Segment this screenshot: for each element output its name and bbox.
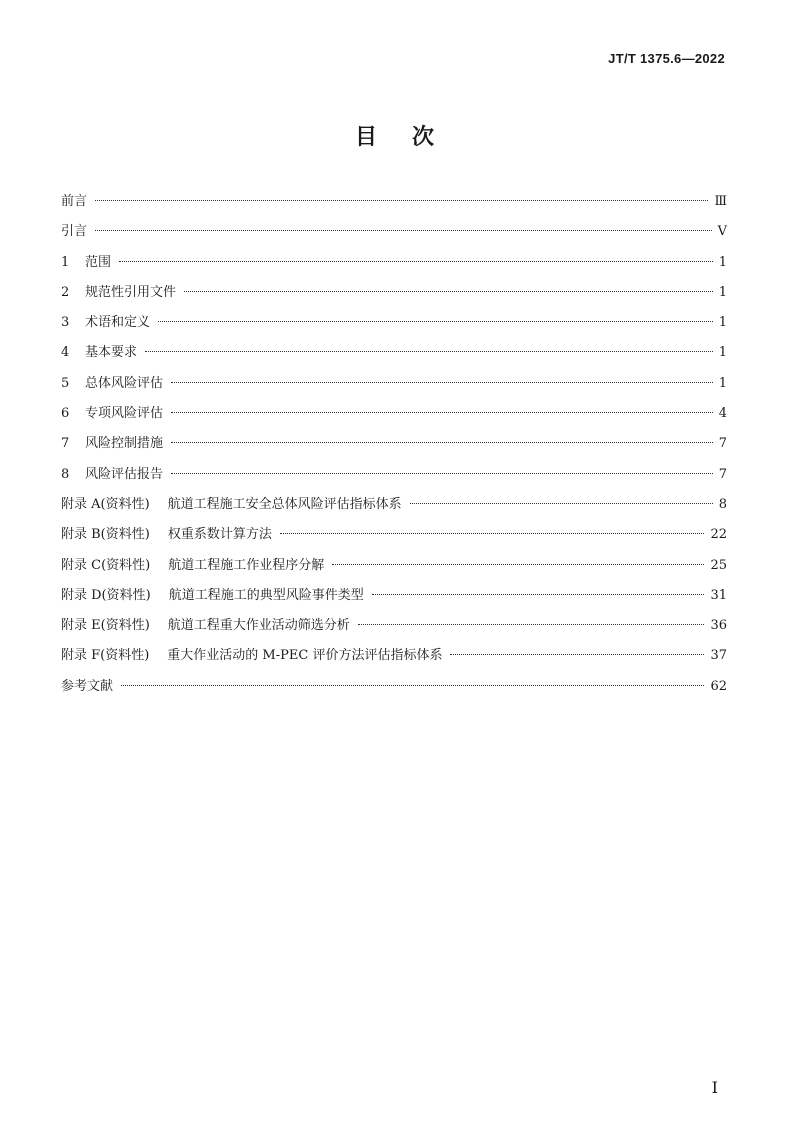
toc-label: 风险评估报告 [85,466,164,482]
toc-page-number: 7 [718,466,727,482]
toc-leader-dots [95,200,708,201]
toc-section-number: 5 [61,375,70,391]
toc-page-number: 1 [718,345,727,361]
toc-page-number: 25 [710,557,727,573]
toc-page-number: Ⅲ [714,194,727,209]
toc-page-number: 62 [710,678,727,694]
toc-page-number: 36 [710,618,727,634]
toc-page-number: 8 [718,496,727,512]
toc-label: 前言 [61,194,88,209]
toc-leader-dots [280,533,705,534]
toc-leader-dots [145,351,713,352]
toc-section-number: 4 [61,345,70,361]
toc-label: 航道工程重大作业活动筛选分析 [167,618,350,634]
toc-appendix-prefix: 附录 F(资料性) [61,648,150,664]
toc-entry-appendix-b[interactable] [61,525,727,555]
toc-entry-section-2[interactable] [61,283,727,313]
toc-label: 权重系数计算方法 [167,527,272,543]
toc-page-number: Ⅴ [717,224,727,240]
toc-entry-section-7[interactable] [61,434,727,464]
toc-leader-dots [171,382,713,383]
toc-label: 范围 [85,254,112,270]
title-char-1: 目 [354,125,378,150]
toc-leader-dots [171,473,713,474]
toc-entry-appendix-d[interactable] [61,586,727,616]
toc-leader-dots [171,412,713,413]
toc-label: 重大作业活动的 M-PEC 评价方法评估指标体系 [167,648,443,664]
standard-code: JT/T 1375.6—2022 [608,51,725,66]
toc-leader-dots [95,230,712,231]
toc-label: 航道工程施工安全总体风险评估指标体系 [167,496,402,512]
toc-page-number: 1 [718,315,727,331]
toc-leader-dots [450,654,704,655]
page-number: I [711,1078,718,1097]
toc-entry-foreword[interactable] [61,192,727,222]
toc-page-number: 1 [718,254,727,270]
toc-entry-appendix-a[interactable] [61,495,727,525]
toc-leader-dots [184,291,713,292]
toc-leader-dots [121,685,704,686]
toc-entry-appendix-e[interactable] [61,616,727,646]
toc-page-number: 1 [718,375,727,391]
toc-leader-dots [158,321,713,322]
toc-page-number: 31 [710,587,727,603]
toc-entry-introduction[interactable] [61,222,727,252]
toc-entry-section-8[interactable] [61,465,727,495]
toc-section-number: 8 [61,466,70,482]
toc-appendix-prefix: 附录 E(资料性) [61,618,150,634]
toc-page-number: 1 [718,284,727,300]
toc-page-number: 37 [710,648,727,664]
toc-label: 专项风险评估 [85,406,164,422]
toc-label: 航道工程施工作业程序分解 [168,557,325,573]
toc-leader-dots [171,442,713,443]
toc-label: 风险控制措施 [85,436,164,452]
toc-label: 航道工程施工的典型风险事件类型 [168,587,364,603]
toc-section-number: 7 [61,436,70,452]
toc-label: 术语和定义 [85,315,151,331]
toc-label: 总体风险评估 [85,375,164,391]
toc-entry-section-5[interactable] [61,374,727,404]
toc-section-number: 3 [61,315,70,331]
toc-leader-dots [358,624,705,625]
toc-entry-references[interactable] [61,677,727,707]
toc-leader-dots [119,261,713,262]
toc-page-number: 7 [718,436,727,452]
toc-leader-dots [372,594,705,595]
toc-label: 基本要求 [85,345,138,361]
toc-section-number: 6 [61,406,70,422]
toc-label: 规范性引用文件 [85,284,177,300]
toc-entry-section-1[interactable] [61,253,727,283]
toc-entry-section-4[interactable] [61,343,727,373]
page-title [0,120,790,151]
toc-page-number: 4 [718,406,727,422]
toc-section-number: 2 [61,284,70,300]
toc-leader-dots [332,564,704,565]
toc-label: 参考文献 [61,678,114,694]
toc-entry-section-3[interactable] [61,313,727,343]
toc-label: 引言 [61,224,88,240]
toc-appendix-prefix: 附录 C(资料性) [61,557,151,573]
toc-entry-section-6[interactable] [61,404,727,434]
toc-entry-appendix-f[interactable] [61,646,727,676]
table-of-contents [61,192,727,707]
title-char-2: 次 [412,125,436,150]
toc-appendix-prefix: 附录 A(资料性) [61,496,150,512]
toc-appendix-prefix: 附录 B(资料性) [61,527,150,543]
toc-leader-dots [410,503,713,504]
toc-entry-appendix-c[interactable] [61,556,727,586]
toc-section-number: 1 [61,254,70,270]
toc-page-number: 22 [710,527,727,543]
toc-appendix-prefix: 附录 D(资料性) [61,587,151,603]
